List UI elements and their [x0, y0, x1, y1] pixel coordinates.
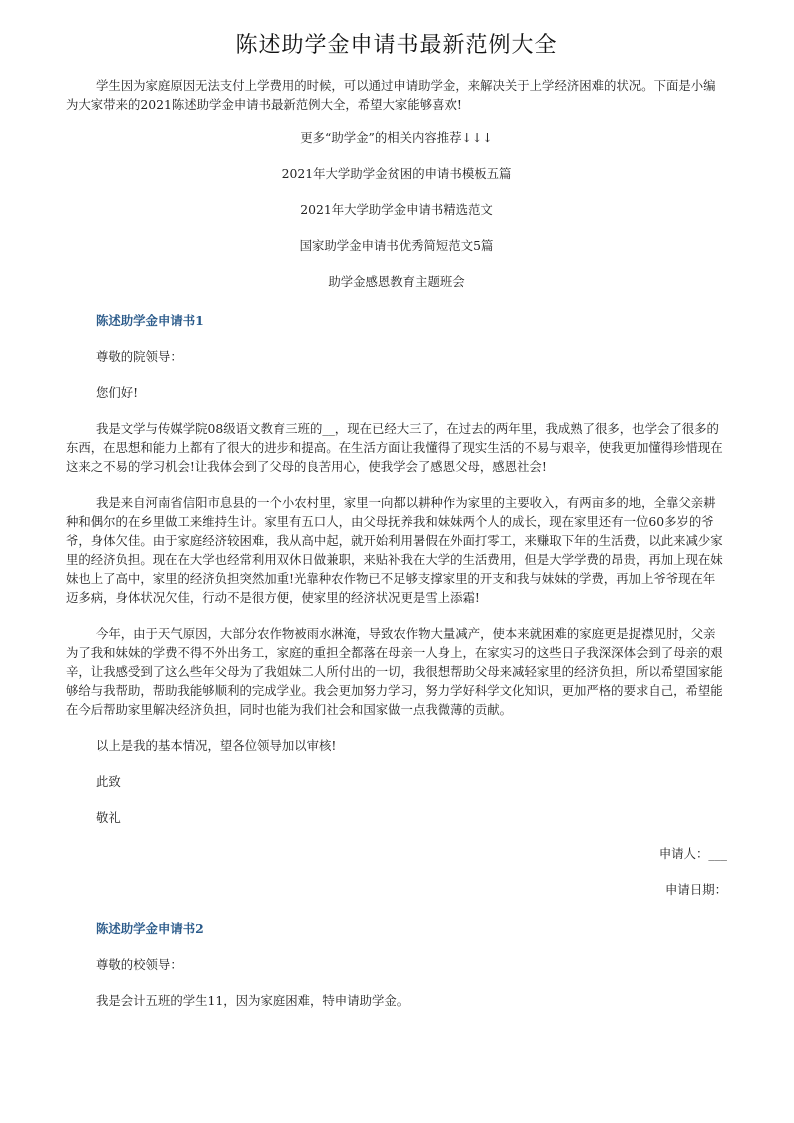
section-1-heading: 陈述助学金申请书1	[96, 313, 204, 328]
related-link-4[interactable]: 助学金感恩教育主题班会	[328, 274, 465, 289]
intro-paragraph: 学生因为家庭原因无法支付上学费用的时候，可以通过申请助学金，来解决关于上学经济困难的状况。下面是小编为大家带来的2021陈述助学金申请书最新范例大全，希望大家能够喜欢!	[66, 78, 716, 112]
related-link-2[interactable]: 2021年大学助学金申请书精选范文	[300, 202, 493, 217]
section-1-paragraph-3: 今年，由于天气原因，大部分农作物被雨水淋淹，导致农作物大量减产，使本来就困难的家庭更是捉襟见肘，父亲为了我和妹妹的学费不得不外出务工，家庭的重担全都落在母亲一人身上，在家实习的这些日子我深深体会到了母亲的艰辛，让我感受到了这么些年父母为了我姐妹二人所付出的一切，我很想帮助父母来减轻家里的经济负担，所以希望国家能够给与我帮助，帮助我能够顺利的完成学业。我会更加努力学习，努力学好科学文化知识，更加严格的要求自己，希望能在今后帮助家里解决经济负担，同时也能为我们社会和国家做一点我微薄的贡献。	[66, 626, 723, 717]
section-2-heading: 陈述助学金申请书2	[96, 921, 204, 936]
section-1-closing-1: 此致	[96, 774, 121, 789]
section-1-greeting: 您们好!	[96, 385, 139, 400]
section-1-closing-2: 敬礼	[96, 810, 121, 825]
related-link-1[interactable]: 2021年大学助学金贫困的申请书模板五篇	[281, 166, 512, 181]
related-heading: 更多“助学金”的相关内容推荐↓↓↓	[300, 130, 493, 145]
section-2-salutation: 尊敬的校领导：	[96, 957, 183, 972]
section-1-salutation: 尊敬的院领导：	[96, 349, 183, 364]
related-link-3[interactable]: 国家助学金申请书优秀简短范文5篇	[299, 238, 494, 253]
section-1-paragraph-4: 以上是我的基本情况，望各位领导加以审核!	[96, 738, 337, 753]
section-1-applicant: 申请人：___	[658, 846, 727, 861]
page-title: 陈述助学金申请书最新范例大全	[235, 33, 558, 58]
section-1-paragraph-1: 我是文学与传媒学院08级语文教育三班的__，现在已经大三了，在过去的两年里，我成熟了很多，也学会了很多的东西，在思想和能力上都有了很大的进步和提高。在生活方面让我懂得了现实生活的不易与艰辛，使我更加懂得珍惜现在这来之不易的学习机会!让我体会到了父母的良苦用心，使我学会了感恩父母，感恩社会!	[66, 421, 723, 474]
section-1-paragraph-2: 我是来自河南省信阳市息县的一个小农村里，家里一向都以耕种作为家里的主要收入，有两亩多的地，全靠父亲耕种和偶尔的在乡里做工来维持生计。家里有五口人，由父母抚养我和妹妹两个人的成长，现在家里还有一位60多岁的爷爷，身体欠佳。由于家庭经济较困难，我从高中起，就开始利用暑假在外面打零工，来赚取下年的生活费，以此来减少家里的经济负担。现在在大学也经常利用双休日做兼职，来贴补我在大学的生活费用，但是大学学费的昂贵，再加上现在妹妹也上了高中，家里的经济负担突然加重!光靠种农作物已不足够支撑家里的开支和我与妹妹的学费，再加上爷爷现在年迈多病，身体状况欠佳，行动不是很方便，使家里的经济状况更是雪上添霜!	[66, 495, 723, 605]
section-1-date: 申请日期：	[665, 882, 727, 897]
section-2-first-line: 我是会计五班的学生11，因为家庭困难，特申请助学金。	[96, 993, 410, 1008]
